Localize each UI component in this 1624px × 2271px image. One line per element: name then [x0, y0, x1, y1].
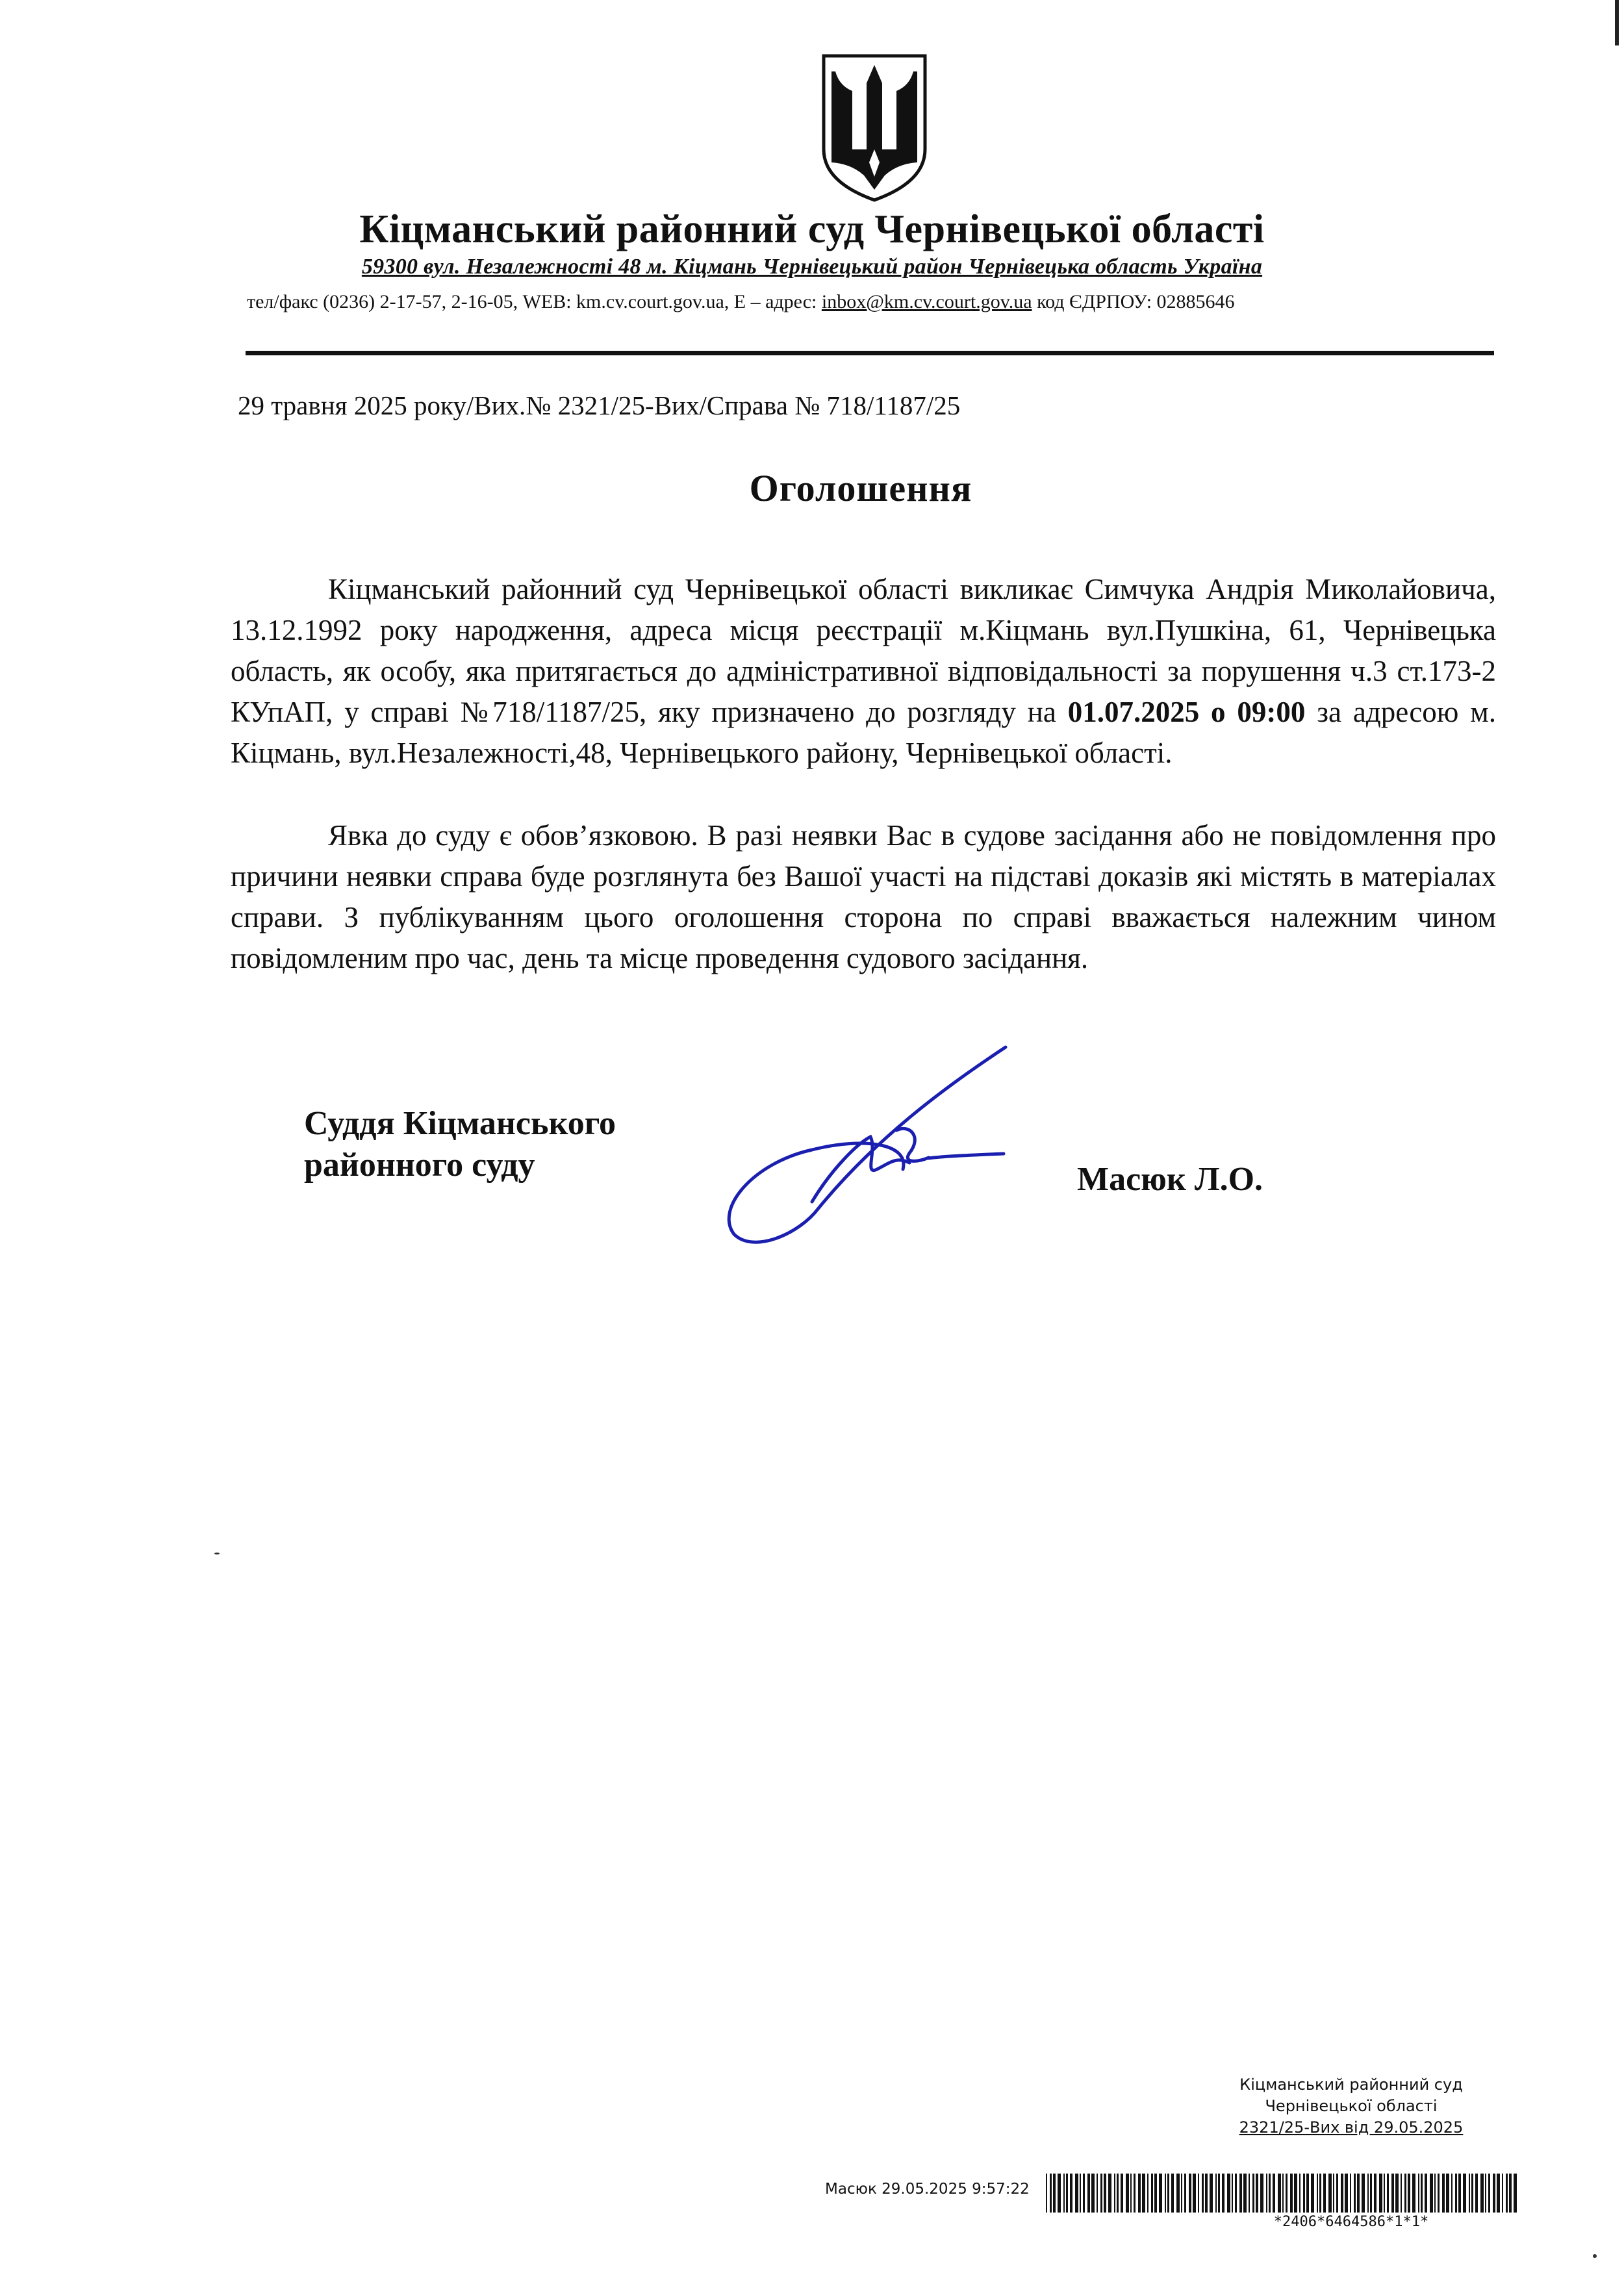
barcode-bar	[1455, 2174, 1457, 2213]
barcode-bar	[1282, 2174, 1284, 2213]
stamp-line-1: Кіцманський районний суд	[1239, 2075, 1463, 2094]
barcode-bar	[1430, 2174, 1433, 2213]
barcode-bar	[1050, 2174, 1052, 2213]
barcode-bar	[1256, 2174, 1258, 2213]
barcode-bar	[1506, 2174, 1508, 2213]
barcode-bar	[1091, 2174, 1095, 2213]
barcode-bar	[1311, 2174, 1314, 2213]
judge-name: Масюк Л.О.	[1077, 1161, 1263, 1198]
barcode-bar	[1249, 2174, 1250, 2213]
handwritten-signature-icon	[715, 1039, 1020, 1260]
scan-edge-mark	[1615, 0, 1619, 45]
barcode-bar	[1317, 2174, 1318, 2213]
barcode-bar	[1345, 2174, 1348, 2213]
barcode-bar	[1374, 2174, 1377, 2213]
barcode-bar	[1239, 2174, 1242, 2213]
body-paragraph-2: Явка до суду є обов’язковою. В разі неявки Вас в судове засідання або не повідомлення про причини неявки справа буде розглянута без Вашої участі на підставі доказів які містять в матеріалах справи. З публікуванням цього оголошення сторона по справі вважається належним чином повідомленим про час, день та місце проведення судового засідання.	[231, 819, 1496, 974]
barcode-bar	[1502, 2174, 1503, 2213]
scan-speck	[1593, 2254, 1597, 2258]
stamp-line-2: Чернівецької області	[1265, 2097, 1438, 2115]
barcode-bar	[1130, 2174, 1132, 2213]
barcode-bar	[1165, 2174, 1166, 2213]
barcode-bar	[1070, 2174, 1072, 2213]
barcode-bar	[1210, 2174, 1213, 2213]
barcode-bar	[1227, 2174, 1230, 2213]
barcode-bar	[1108, 2174, 1111, 2213]
court-email-link[interactable]: inbox@km.cv.court.gov.ua	[821, 291, 1032, 312]
barcode-bar	[1260, 2174, 1263, 2213]
barcode-bar	[1319, 2174, 1321, 2213]
barcode-bar	[1117, 2174, 1119, 2213]
barcode-bar	[1471, 2174, 1473, 2213]
barcode-bar	[1323, 2174, 1326, 2213]
coat-of-arms-icon	[820, 52, 929, 203]
registration-stamp	[1104, 2074, 1598, 2138]
barcode-bar	[1269, 2174, 1271, 2213]
barcode-bar	[1184, 2174, 1186, 2213]
barcode-bar	[1058, 2174, 1061, 2213]
barcode-bar	[1215, 2174, 1217, 2213]
barcode-bar	[1063, 2174, 1065, 2213]
barcode-bar	[1404, 2174, 1406, 2213]
barcode-bar	[1384, 2174, 1385, 2213]
barcode-bar	[1171, 2174, 1174, 2213]
barcode-bar	[1142, 2174, 1145, 2213]
barcode-bar	[1469, 2174, 1470, 2213]
barcode-number: *2406*6464586*1*1*	[1273, 2214, 1429, 2230]
court-address: 59300 вул. Незалежності 48 м. Кіцмань Чернівецький район Чернівецька область Україна	[361, 255, 1263, 279]
barcode-bar	[1134, 2174, 1136, 2213]
barcode-bar	[1053, 2174, 1056, 2213]
barcode-bar	[1493, 2174, 1495, 2213]
barcode-bar	[1395, 2174, 1399, 2213]
barcode-bar	[1350, 2174, 1351, 2213]
document-title: Оголошення	[749, 467, 972, 509]
barcode-bar	[1412, 2174, 1415, 2213]
barcode-bar	[1278, 2174, 1281, 2213]
barcode-bar	[1181, 2174, 1182, 2213]
barcode-bar	[1126, 2174, 1129, 2213]
barcode-bar	[1341, 2174, 1343, 2213]
stamp-signed-by: Масюк 29.05.2025 9:57:22	[825, 2181, 1030, 2198]
barcode-bar	[1451, 2174, 1453, 2213]
barcode-bar	[1159, 2174, 1162, 2213]
barcode-bar	[1408, 2174, 1410, 2213]
court-name: Кіцманський районний суд Чернівецької області	[359, 207, 1265, 251]
barcode-bar	[1357, 2174, 1360, 2213]
court-contacts	[247, 291, 1501, 313]
barcode-icon	[1046, 2174, 1520, 2213]
barcode-bar	[1497, 2174, 1500, 2213]
barcode-bar	[1514, 2174, 1517, 2213]
barcode-bar	[1097, 2174, 1098, 2213]
barcode-bar	[1266, 2174, 1267, 2213]
barcode-bar	[1354, 2174, 1356, 2213]
barcode-bar	[1418, 2174, 1419, 2213]
barcode-bar	[1480, 2174, 1484, 2213]
barcode-bar	[1104, 2174, 1106, 2213]
barcode-bar	[1252, 2174, 1254, 2213]
barcode-bar	[1154, 2174, 1157, 2213]
barcode-bar	[1303, 2174, 1305, 2213]
barcode-bar	[1333, 2174, 1334, 2213]
barcode-bar	[1446, 2174, 1449, 2213]
hearing-datetime: 01.07.2025 о 09:00	[1067, 696, 1306, 728]
judge-title-line-2: районного суду	[304, 1147, 535, 1184]
barcode-bar	[1391, 2174, 1394, 2213]
barcode-bar	[1138, 2174, 1141, 2213]
barcode-bar	[1167, 2174, 1169, 2213]
para1-text-after: за адресою м. Кіцмань, вул.Незалежності,48, Чернівецького району, Чернівецької області.	[231, 696, 1496, 769]
barcode-bar	[1176, 2174, 1180, 2213]
body-paragraph-1	[231, 569, 1496, 774]
barcode-bar	[1485, 2174, 1486, 2213]
barcode-bar	[1299, 2174, 1300, 2213]
barcode-bar	[1401, 2174, 1402, 2213]
judge-title-line-1: Суддя Кіцманського	[304, 1105, 616, 1142]
barcode-bar	[1080, 2174, 1081, 2213]
barcode-bar	[1046, 2174, 1047, 2213]
barcode-bar	[1232, 2174, 1233, 2213]
barcode-bar	[1442, 2174, 1445, 2213]
header-divider	[246, 351, 1494, 355]
barcode-bar	[1205, 2174, 1208, 2213]
barcode-bar	[1273, 2174, 1275, 2213]
barcode-bar	[1434, 2174, 1436, 2213]
barcode-bar	[1087, 2174, 1090, 2213]
barcode-bar	[1458, 2174, 1461, 2213]
stamp-line-3: 2321/25-Вих від 29.05.2025	[1239, 2118, 1464, 2137]
barcode-bar	[1066, 2174, 1068, 2213]
barcode-bar	[1193, 2174, 1196, 2213]
contacts-suffix: код ЄДРПОУ: 02885646	[1032, 291, 1235, 312]
barcode-bar	[1083, 2174, 1085, 2213]
barcode-bar	[1438, 2174, 1440, 2213]
barcode-bar	[1121, 2174, 1123, 2213]
barcode-bar	[1463, 2174, 1466, 2213]
barcode-bar	[1243, 2174, 1247, 2213]
barcode-bar	[1114, 2174, 1115, 2213]
scan-speck	[214, 1553, 220, 1554]
barcode-bar	[1294, 2174, 1297, 2213]
barcode-bar	[1075, 2174, 1078, 2213]
barcode-bar	[1189, 2174, 1191, 2213]
barcode-bar	[1425, 2174, 1427, 2213]
barcode-bar	[1306, 2174, 1309, 2213]
barcode-bar	[1367, 2174, 1369, 2213]
barcode-bar	[1151, 2174, 1153, 2213]
barcode-bar	[1336, 2174, 1338, 2213]
barcode-bar	[1488, 2174, 1490, 2213]
barcode-bar	[1202, 2174, 1204, 2213]
barcode-bar	[1509, 2174, 1512, 2213]
reference-line: 29 травня 2025 року/Вих.№ 2321/25-Вих/Справа № 718/1187/25	[238, 390, 961, 420]
barcode-bar	[1235, 2174, 1237, 2213]
barcode-bar	[1370, 2174, 1372, 2213]
barcode-bar	[1286, 2174, 1288, 2213]
barcode-bar	[1147, 2174, 1148, 2213]
barcode-bar	[1379, 2174, 1382, 2213]
barcode-bar	[1198, 2174, 1199, 2213]
barcode-bar	[1328, 2174, 1332, 2213]
barcode-bar	[1421, 2174, 1423, 2213]
barcode-bar	[1475, 2174, 1478, 2213]
barcode-bar	[1362, 2174, 1365, 2213]
para1-text-before: Кіцманський районний суд Чернівецької області викликає Симчука Андрія Миколайовича, 13.12.1992 року народження, адреса місця реєстрації м.Кіцмань вул.Пушкіна, 61, Чернівецька область, як особу, яка притягається до адміністративної відповідальності за порушення ч.3 ст.173-2 КУпАП, у справі №718/1187/25, яку призначено до розгляду на	[231, 573, 1496, 728]
barcode-bar	[1218, 2174, 1220, 2213]
barcode-bar	[1387, 2174, 1389, 2213]
barcode-bar	[1290, 2174, 1293, 2213]
barcode-bar	[1222, 2174, 1224, 2213]
contacts-prefix: тел/факс (0236) 2-17-57, 2-16-05, WEB: km.cv.court.gov.ua, E – адрес:	[247, 291, 822, 312]
barcode-bar	[1100, 2174, 1102, 2213]
judge-title	[304, 1103, 616, 1186]
